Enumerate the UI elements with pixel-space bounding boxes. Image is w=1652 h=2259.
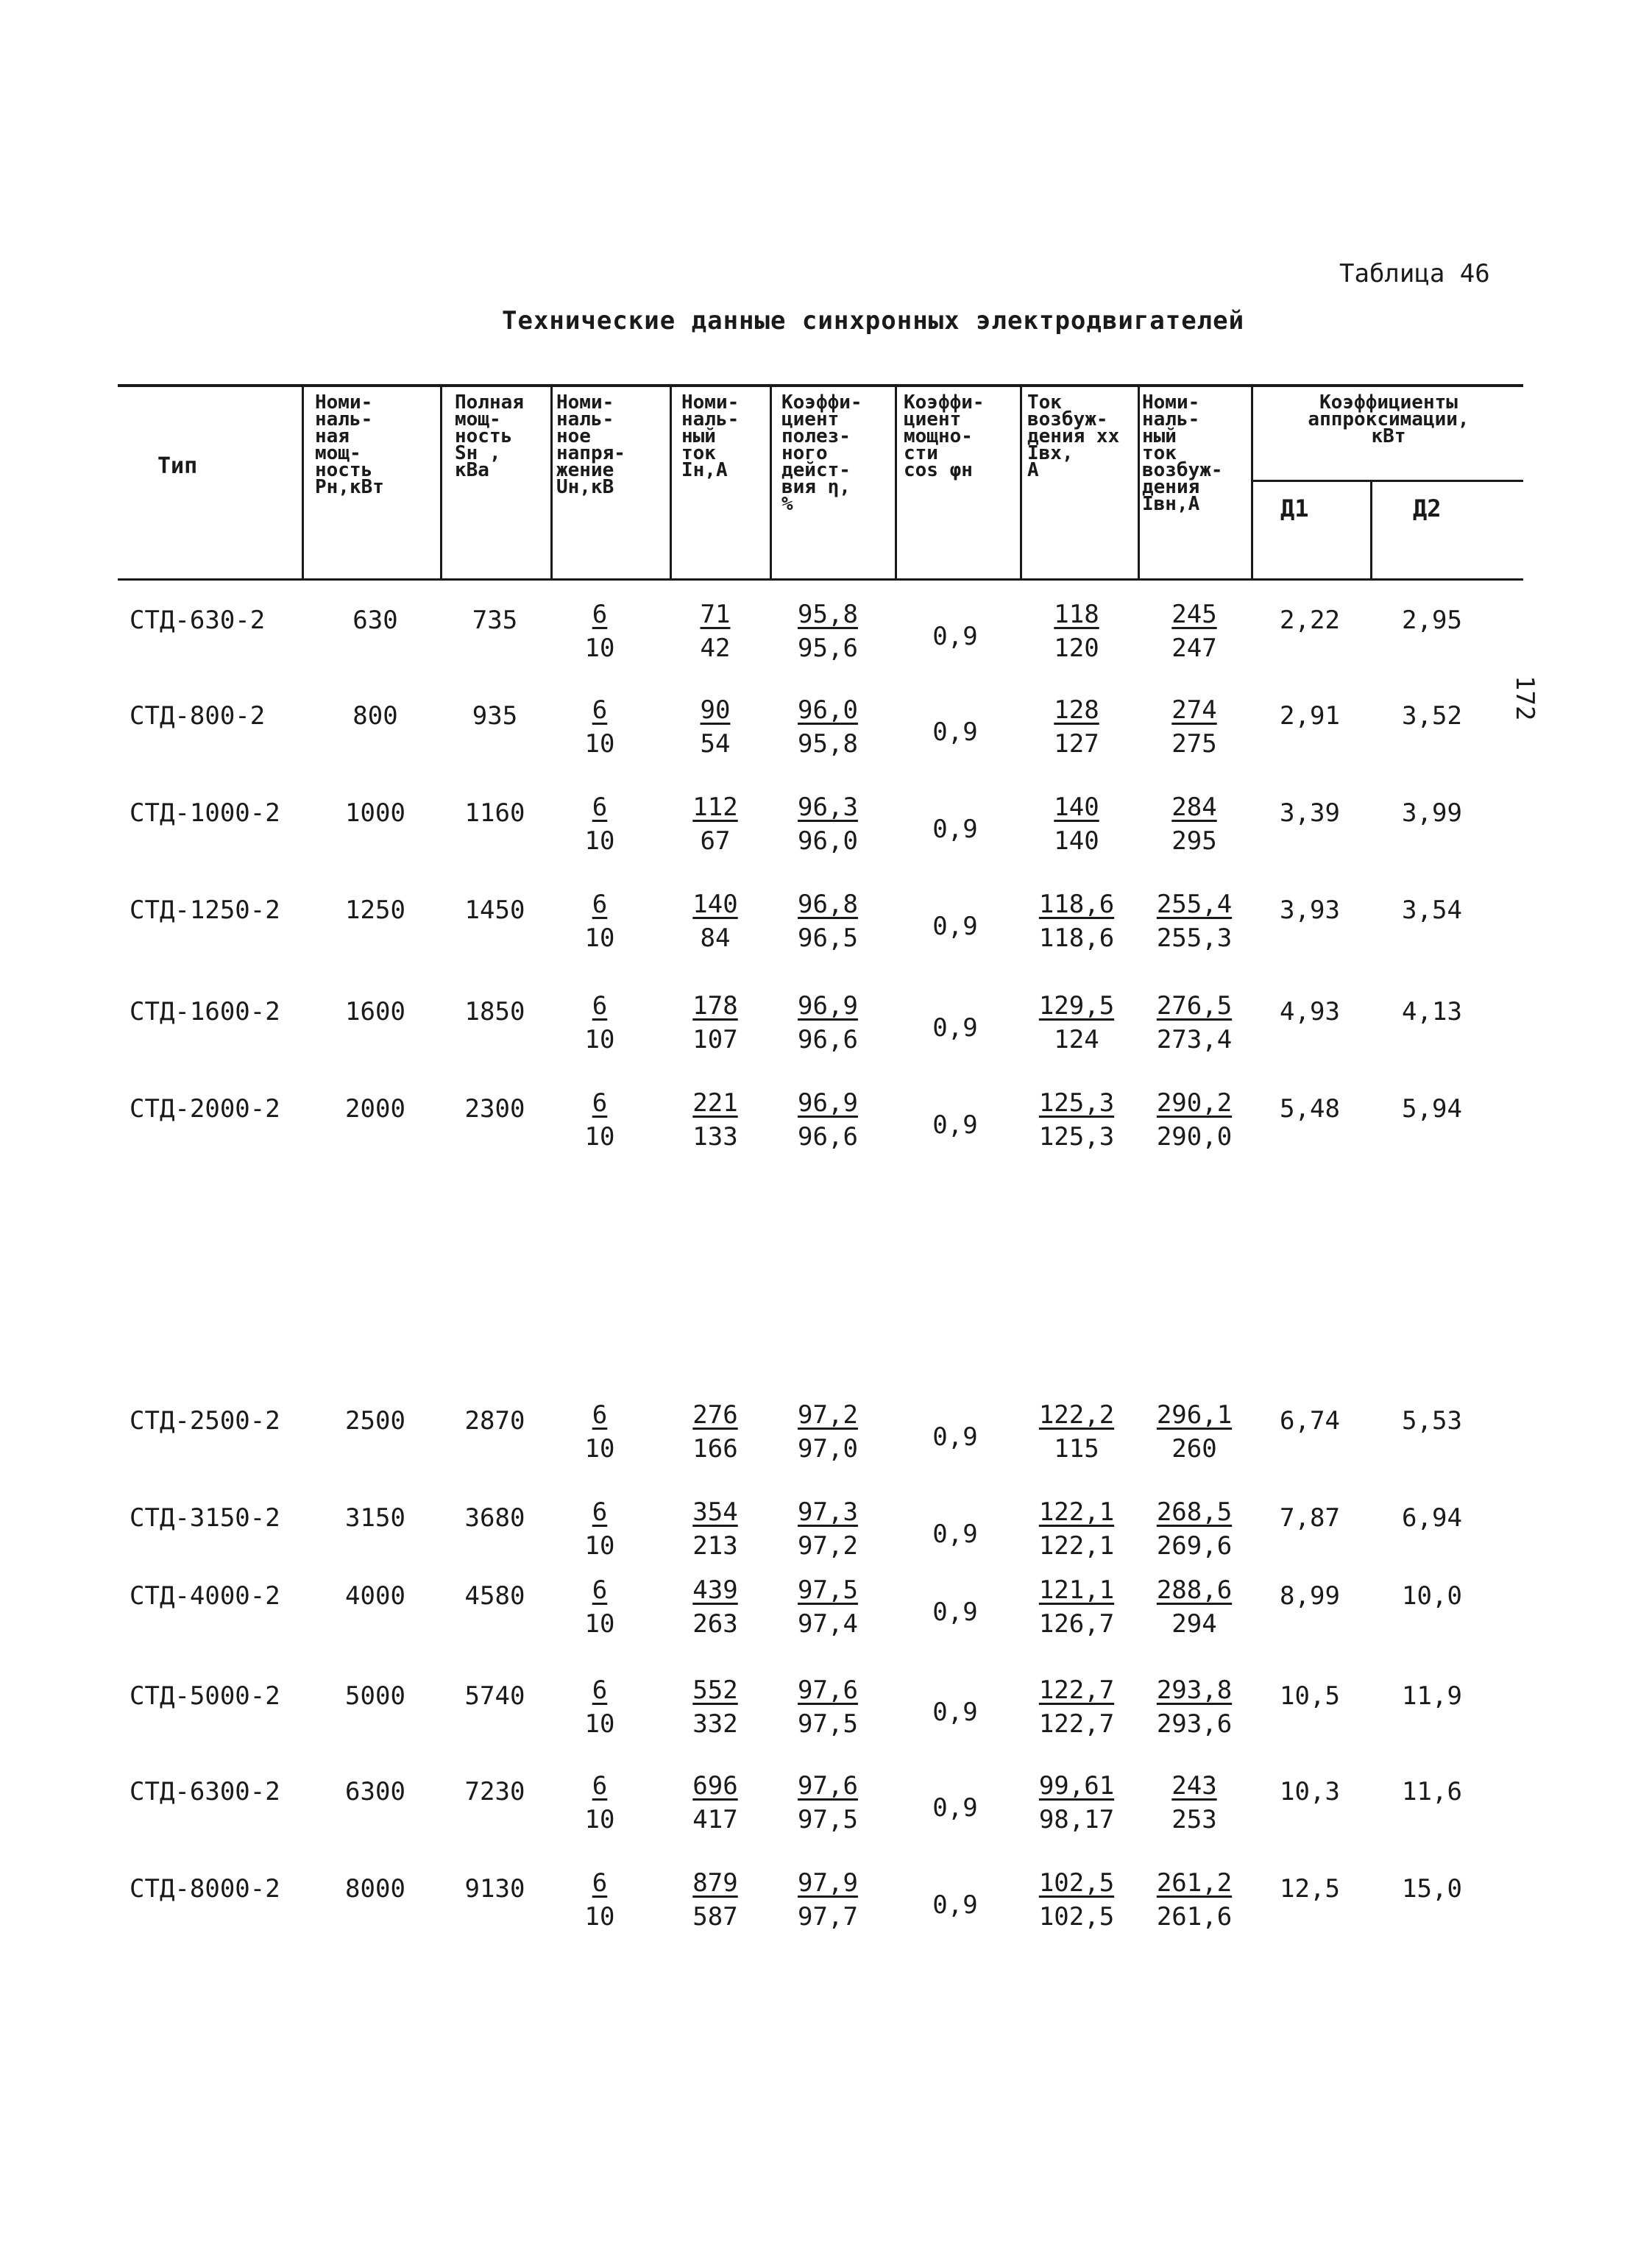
- cell-apparent-power: 2870: [464, 1406, 525, 1436]
- cell-current: [671, 1866, 759, 1934]
- cell-current: [671, 1673, 759, 1741]
- cell-voltage-top: 6: [592, 1497, 608, 1527]
- cell-noload-excitation-bottom: 122,1: [1038, 1531, 1115, 1561]
- header-d1: Д1: [1280, 494, 1309, 522]
- cell-apparent-power: 1850: [464, 997, 525, 1026]
- cell-noload-excitation-top: 128: [1054, 695, 1099, 725]
- cell-current-bottom: 417: [692, 1805, 738, 1834]
- table-number: Таблица 46: [1339, 259, 1490, 288]
- cell-rated-power: 800: [352, 701, 398, 731]
- cell-noload-excitation-top: 129,5: [1038, 991, 1115, 1021]
- cell-efficiency: [773, 1573, 883, 1641]
- cell-efficiency-bottom: 96,5: [798, 923, 858, 953]
- cell-voltage-bottom: 10: [584, 1709, 615, 1739]
- cell-efficiency-bottom: 96,6: [798, 1122, 858, 1152]
- cell-voltage: [559, 790, 640, 858]
- cell-rated-power: 1000: [345, 798, 405, 828]
- header-bottom-rule: [118, 578, 1523, 581]
- cell-power-factor: 0,9: [932, 1597, 978, 1627]
- cell-rated-excitation-bottom: 247: [1171, 634, 1217, 663]
- cell-efficiency-top: 97,2: [798, 1400, 858, 1430]
- cell-d2: 3,99: [1402, 798, 1462, 828]
- cell-voltage-bottom: 10: [584, 1531, 615, 1561]
- cell-efficiency-top: 97,5: [798, 1575, 858, 1605]
- cell-power-factor: 0,9: [932, 912, 978, 941]
- cell-current-bottom: 332: [692, 1709, 738, 1739]
- cell-rated-excitation-bottom: 260: [1171, 1434, 1217, 1464]
- cell-rated-excitation-bottom: 273,4: [1156, 1025, 1233, 1054]
- cell-current-top: 276: [692, 1400, 738, 1430]
- cell-voltage-bottom: 10: [584, 729, 615, 759]
- cell-noload-excitation-top: 118: [1054, 600, 1099, 629]
- cell-voltage-top: 6: [592, 695, 608, 725]
- cell-noload-excitation: [1021, 887, 1132, 955]
- cell-rated-excitation: [1139, 1573, 1249, 1641]
- cell-current-top: 354: [692, 1497, 738, 1527]
- cell-voltage-top: 6: [592, 890, 608, 919]
- cell-noload-excitation-bottom: 140: [1054, 826, 1099, 856]
- cell-rated-excitation-top: 274: [1171, 695, 1217, 725]
- cell-current: [671, 790, 759, 858]
- cell-rated-power: 630: [352, 606, 398, 635]
- cell-type: СТД-6300-2: [130, 1777, 280, 1806]
- cell-current-bottom: 263: [692, 1609, 738, 1639]
- cell-efficiency-top: 96,0: [798, 695, 858, 725]
- cell-efficiency: [773, 1495, 883, 1563]
- cell-current-top: 112: [692, 792, 738, 822]
- cell-noload-excitation-top: 122,7: [1038, 1675, 1115, 1705]
- table-title: Технические данные синхронных электродвигателей: [502, 306, 1245, 336]
- cell-d2: 5,53: [1402, 1406, 1462, 1436]
- cell-voltage: [559, 597, 640, 665]
- cell-efficiency-top: 96,9: [798, 1088, 858, 1118]
- cell-apparent-power: 9130: [464, 1874, 525, 1904]
- cell-efficiency: [773, 1398, 883, 1466]
- cell-power-factor: 0,9: [932, 1890, 978, 1920]
- header-power-factor: Коэффи- циент мощно- сти cos φн: [904, 391, 985, 481]
- cell-rated-excitation-top: 268,5: [1156, 1497, 1233, 1527]
- cell-efficiency-bottom: 97,4: [798, 1609, 858, 1639]
- cell-efficiency-top: 96,3: [798, 792, 858, 822]
- cell-efficiency-bottom: 96,0: [798, 826, 858, 856]
- cell-type: СТД-8000-2: [130, 1874, 280, 1904]
- cell-current-bottom: 166: [692, 1434, 738, 1464]
- cell-noload-excitation: [1021, 693, 1132, 761]
- cell-d1: 2,22: [1280, 606, 1340, 635]
- cell-d1: 8,99: [1280, 1581, 1340, 1611]
- column-divider: [770, 384, 772, 580]
- cell-rated-excitation-bottom: 269,6: [1156, 1531, 1233, 1561]
- cell-current-top: 71: [700, 600, 731, 629]
- cell-voltage: [559, 989, 640, 1057]
- cell-rated-power: 4000: [345, 1581, 405, 1611]
- cell-efficiency-top: 97,6: [798, 1675, 858, 1705]
- cell-current-top: 221: [692, 1088, 738, 1118]
- cell-rated-excitation-top: 261,2: [1156, 1868, 1233, 1898]
- cell-voltage: [559, 1398, 640, 1466]
- cell-d1: 5,48: [1280, 1094, 1340, 1124]
- cell-noload-excitation: [1021, 1769, 1132, 1837]
- cell-rated-excitation: [1139, 989, 1249, 1057]
- cell-current-bottom: 42: [700, 634, 731, 663]
- cell-efficiency-bottom: 95,8: [798, 729, 858, 759]
- cell-noload-excitation-top: 140: [1054, 792, 1099, 822]
- cell-power-factor: 0,9: [932, 815, 978, 844]
- cell-current-top: 696: [692, 1771, 738, 1801]
- cell-voltage: [559, 1673, 640, 1741]
- cell-current: [671, 1769, 759, 1837]
- cell-power-factor: 0,9: [932, 622, 978, 651]
- cell-apparent-power: 2300: [464, 1094, 525, 1124]
- cell-rated-excitation-top: 296,1: [1156, 1400, 1233, 1430]
- cell-noload-excitation-bottom: 124: [1054, 1025, 1099, 1054]
- cell-rated-excitation-bottom: 295: [1171, 826, 1217, 856]
- cell-d2: 11,9: [1402, 1681, 1462, 1711]
- cell-voltage-top: 6: [592, 1400, 608, 1430]
- cell-rated-excitation-top: 245: [1171, 600, 1217, 629]
- cell-efficiency: [773, 597, 883, 665]
- column-divider: [1138, 384, 1140, 580]
- cell-d2: 10,0: [1402, 1581, 1462, 1611]
- column-divider: [1251, 384, 1253, 580]
- header-type: Тип: [157, 453, 198, 479]
- cell-rated-excitation-bottom: 261,6: [1156, 1902, 1233, 1932]
- cell-noload-excitation-bottom: 127: [1054, 729, 1099, 759]
- cell-noload-excitation: [1021, 1495, 1132, 1563]
- cell-d1: 3,39: [1280, 798, 1340, 828]
- column-divider: [1020, 384, 1022, 580]
- cell-voltage-top: 6: [592, 991, 608, 1021]
- column-divider: [440, 384, 442, 580]
- cell-type: СТД-800-2: [130, 701, 266, 731]
- cell-current-top: 178: [692, 991, 738, 1021]
- cell-type: СТД-1000-2: [130, 798, 280, 828]
- cell-rated-excitation-top: 243: [1171, 1771, 1217, 1801]
- cell-noload-excitation: [1021, 989, 1132, 1057]
- cell-noload-excitation: [1021, 1573, 1132, 1641]
- cell-voltage: [559, 887, 640, 955]
- cell-current-bottom: 67: [700, 826, 731, 856]
- cell-d1: 2,91: [1280, 701, 1340, 731]
- cell-voltage-top: 6: [592, 792, 608, 822]
- cell-rated-excitation: [1139, 597, 1249, 665]
- header-d2: Д2: [1413, 494, 1442, 522]
- cell-rated-excitation-bottom: 255,3: [1156, 923, 1233, 953]
- cell-noload-excitation: [1021, 597, 1132, 665]
- cell-current-top: 439: [692, 1575, 738, 1605]
- cell-current-bottom: 587: [692, 1902, 738, 1932]
- cell-efficiency-top: 97,6: [798, 1771, 858, 1801]
- cell-current-bottom: 133: [692, 1122, 738, 1152]
- cell-efficiency: [773, 693, 883, 761]
- cell-current: [671, 693, 759, 761]
- cell-efficiency: [773, 1086, 883, 1154]
- column-divider: [670, 384, 672, 580]
- cell-rated-excitation: [1139, 1495, 1249, 1563]
- cell-voltage-bottom: 10: [584, 1902, 615, 1932]
- cell-noload-excitation-bottom: 115: [1054, 1434, 1099, 1464]
- cell-efficiency-top: 97,3: [798, 1497, 858, 1527]
- cell-noload-excitation-top: 125,3: [1038, 1088, 1115, 1118]
- cell-voltage: [559, 1769, 640, 1837]
- cell-apparent-power: 735: [472, 606, 518, 635]
- cell-voltage-bottom: 10: [584, 634, 615, 663]
- cell-noload-excitation: [1021, 1086, 1132, 1154]
- cell-noload-excitation-bottom: 102,5: [1038, 1902, 1115, 1932]
- cell-rated-excitation-top: 288,6: [1156, 1575, 1233, 1605]
- cell-rated-excitation-top: 276,5: [1156, 991, 1233, 1021]
- cell-voltage-top: 6: [592, 1088, 608, 1118]
- cell-power-factor: 0,9: [932, 1013, 978, 1043]
- cell-power-factor: 0,9: [932, 1422, 978, 1452]
- cell-d2: 3,54: [1402, 896, 1462, 925]
- cell-d1: 7,87: [1280, 1503, 1340, 1533]
- header-efficiency: Коэффи- циент полез- ного дейст- вия η, %: [781, 391, 862, 515]
- cell-efficiency-bottom: 97,5: [798, 1709, 858, 1739]
- cell-voltage-top: 6: [592, 1771, 608, 1801]
- header-apparent-power: Полная мощ- ность Sн , кВа: [455, 391, 524, 481]
- cell-apparent-power: 4580: [464, 1581, 525, 1611]
- cell-efficiency-bottom: 96,6: [798, 1025, 858, 1054]
- cell-type: СТД-2500-2: [130, 1406, 280, 1436]
- cell-noload-excitation-bottom: 122,7: [1038, 1709, 1115, 1739]
- cell-current-top: 552: [692, 1675, 738, 1705]
- cell-d1: 4,93: [1280, 997, 1340, 1026]
- cell-voltage-bottom: 10: [584, 1805, 615, 1834]
- cell-current-bottom: 84: [700, 923, 731, 953]
- cell-rated-excitation-top: 255,4: [1156, 890, 1233, 919]
- cell-apparent-power: 7230: [464, 1777, 525, 1806]
- cell-noload-excitation-bottom: 125,3: [1038, 1122, 1115, 1152]
- cell-efficiency-top: 96,9: [798, 991, 858, 1021]
- cell-power-factor: 0,9: [932, 1698, 978, 1727]
- cell-d1: 12,5: [1280, 1874, 1340, 1904]
- header-rated-current: Номи- наль- ный ток Iн,А: [681, 391, 740, 481]
- cell-d1: 3,93: [1280, 896, 1340, 925]
- cell-noload-excitation-top: 118,6: [1038, 890, 1115, 919]
- cell-voltage-bottom: 10: [584, 923, 615, 953]
- cell-d2: 6,94: [1402, 1503, 1462, 1533]
- cell-power-factor: 0,9: [932, 1110, 978, 1140]
- cell-current-top: 90: [700, 695, 731, 725]
- cell-current-bottom: 54: [700, 729, 731, 759]
- column-divider: [895, 384, 897, 580]
- cell-efficiency: [773, 1866, 883, 1934]
- cell-voltage-bottom: 10: [584, 1025, 615, 1054]
- cell-voltage-bottom: 10: [584, 826, 615, 856]
- cell-rated-excitation: [1139, 1086, 1249, 1154]
- cell-rated-power: 8000: [345, 1874, 405, 1904]
- cell-noload-excitation-top: 99,61: [1038, 1771, 1115, 1801]
- cell-efficiency: [773, 887, 883, 955]
- cell-current-top: 879: [692, 1868, 738, 1898]
- cell-voltage-bottom: 10: [584, 1434, 615, 1464]
- cell-current: [671, 887, 759, 955]
- header-top-rule: [118, 384, 1523, 387]
- cell-efficiency-bottom: 95,6: [798, 634, 858, 663]
- cell-noload-excitation-bottom: 120: [1054, 634, 1099, 663]
- cell-efficiency-bottom: 97,0: [798, 1434, 858, 1464]
- cell-d2: 5,94: [1402, 1094, 1462, 1124]
- cell-voltage-top: 6: [592, 1675, 608, 1705]
- cell-rated-power: 2500: [345, 1406, 405, 1436]
- cell-d2: 2,95: [1402, 606, 1462, 635]
- cell-voltage-top: 6: [592, 1868, 608, 1898]
- cell-apparent-power: 935: [472, 701, 518, 731]
- cell-rated-excitation-bottom: 253: [1171, 1805, 1217, 1834]
- cell-efficiency-bottom: 97,5: [798, 1805, 858, 1834]
- cell-efficiency: [773, 1769, 883, 1837]
- cell-current: [671, 1398, 759, 1466]
- cell-noload-excitation: [1021, 1398, 1132, 1466]
- cell-rated-excitation: [1139, 693, 1249, 761]
- column-divider: [1370, 480, 1372, 580]
- cell-type: СТД-630-2: [130, 606, 266, 635]
- cell-noload-excitation-top: 122,1: [1038, 1497, 1115, 1527]
- cell-apparent-power: 5740: [464, 1681, 525, 1711]
- cell-efficiency: [773, 1673, 883, 1741]
- cell-power-factor: 0,9: [932, 717, 978, 747]
- cell-efficiency-top: 97,9: [798, 1868, 858, 1898]
- cell-efficiency-bottom: 97,7: [798, 1902, 858, 1932]
- cell-rated-excitation: [1139, 1769, 1249, 1837]
- cell-efficiency-top: 95,8: [798, 600, 858, 629]
- cell-noload-excitation-top: 121,1: [1038, 1575, 1115, 1605]
- cell-rated-power: 3150: [345, 1503, 405, 1533]
- cell-rated-excitation-bottom: 294: [1171, 1609, 1217, 1639]
- cell-current-bottom: 213: [692, 1531, 738, 1561]
- cell-noload-excitation-top: 102,5: [1038, 1868, 1115, 1898]
- header-rated-voltage: Номи- наль- ное напря- жение Uн,кВ: [556, 391, 625, 498]
- cell-current: [671, 1086, 759, 1154]
- cell-rated-power: 1250: [345, 896, 405, 925]
- cell-power-factor: 0,9: [932, 1519, 978, 1549]
- cell-voltage: [559, 1573, 640, 1641]
- cell-current: [671, 597, 759, 665]
- cell-efficiency: [773, 790, 883, 858]
- cell-d1: 10,5: [1280, 1681, 1340, 1711]
- cell-type: СТД-5000-2: [130, 1681, 280, 1711]
- cell-voltage: [559, 693, 640, 761]
- cell-type: СТД-1600-2: [130, 997, 280, 1026]
- cell-noload-excitation-bottom: 126,7: [1038, 1609, 1115, 1639]
- cell-rated-power: 1600: [345, 997, 405, 1026]
- cell-rated-excitation-top: 293,8: [1156, 1675, 1233, 1705]
- cell-d1: 10,3: [1280, 1777, 1340, 1806]
- cell-current: [671, 1573, 759, 1641]
- cell-rated-power: 2000: [345, 1094, 405, 1124]
- header-rated-excitation-current: Номи- наль- ный ток возбуж- дения Iвн,А: [1142, 391, 1223, 515]
- cell-voltage-bottom: 10: [584, 1122, 615, 1152]
- cell-rated-excitation-bottom: 275: [1171, 729, 1217, 759]
- cell-voltage-top: 6: [592, 1575, 608, 1605]
- cell-voltage: [559, 1866, 640, 1934]
- cell-efficiency: [773, 989, 883, 1057]
- cell-noload-excitation-bottom: 98,17: [1038, 1805, 1115, 1834]
- cell-noload-excitation-top: 122,2: [1038, 1400, 1115, 1430]
- cell-type: СТД-2000-2: [130, 1094, 280, 1124]
- cell-rated-excitation: [1139, 1398, 1249, 1466]
- cell-current-top: 140: [692, 890, 738, 919]
- header-sub-rule: [1251, 480, 1523, 482]
- cell-noload-excitation-bottom: 118,6: [1038, 923, 1115, 953]
- cell-d2: 4,13: [1402, 997, 1462, 1026]
- cell-noload-excitation: [1021, 1673, 1132, 1741]
- header-rated-power: Номи- наль- ная мощ- ность Pн,кВт: [315, 391, 384, 498]
- cell-apparent-power: 3680: [464, 1503, 525, 1533]
- cell-rated-excitation: [1139, 1866, 1249, 1934]
- cell-rated-power: 6300: [345, 1777, 405, 1806]
- cell-current-bottom: 107: [692, 1025, 738, 1054]
- cell-rated-excitation: [1139, 887, 1249, 955]
- cell-rated-excitation: [1139, 1673, 1249, 1741]
- cell-type: СТД-4000-2: [130, 1581, 280, 1611]
- cell-rated-excitation-top: 284: [1171, 792, 1217, 822]
- cell-noload-excitation: [1021, 1866, 1132, 1934]
- cell-type: СТД-3150-2: [130, 1503, 280, 1533]
- cell-rated-excitation: [1139, 790, 1249, 858]
- cell-voltage-bottom: 10: [584, 1609, 615, 1639]
- header-approx-coefficients: Коэффициенты аппроксимации, кВт: [1308, 391, 1470, 447]
- cell-d2: 11,6: [1402, 1777, 1462, 1806]
- cell-rated-excitation-bottom: 293,6: [1156, 1709, 1233, 1739]
- cell-d2: 15,0: [1402, 1874, 1462, 1904]
- cell-efficiency-bottom: 97,2: [798, 1531, 858, 1561]
- cell-rated-excitation-bottom: 290,0: [1156, 1122, 1233, 1152]
- cell-d1: 6,74: [1280, 1406, 1340, 1436]
- cell-power-factor: 0,9: [932, 1793, 978, 1823]
- column-divider: [302, 384, 304, 580]
- page-number: 172: [1510, 675, 1539, 721]
- cell-voltage: [559, 1086, 640, 1154]
- cell-voltage: [559, 1495, 640, 1563]
- cell-voltage-top: 6: [592, 600, 608, 629]
- cell-current: [671, 989, 759, 1057]
- cell-efficiency-top: 96,8: [798, 890, 858, 919]
- cell-noload-excitation: [1021, 790, 1132, 858]
- cell-rated-excitation-top: 290,2: [1156, 1088, 1233, 1118]
- cell-d2: 3,52: [1402, 701, 1462, 731]
- cell-type: СТД-1250-2: [130, 896, 280, 925]
- column-divider: [550, 384, 553, 580]
- cell-current: [671, 1495, 759, 1563]
- cell-apparent-power: 1450: [464, 896, 525, 925]
- cell-rated-power: 5000: [345, 1681, 405, 1711]
- cell-apparent-power: 1160: [464, 798, 525, 828]
- header-noload-excitation-current: Ток возбуж- дения хх Iвх, А: [1027, 391, 1120, 481]
